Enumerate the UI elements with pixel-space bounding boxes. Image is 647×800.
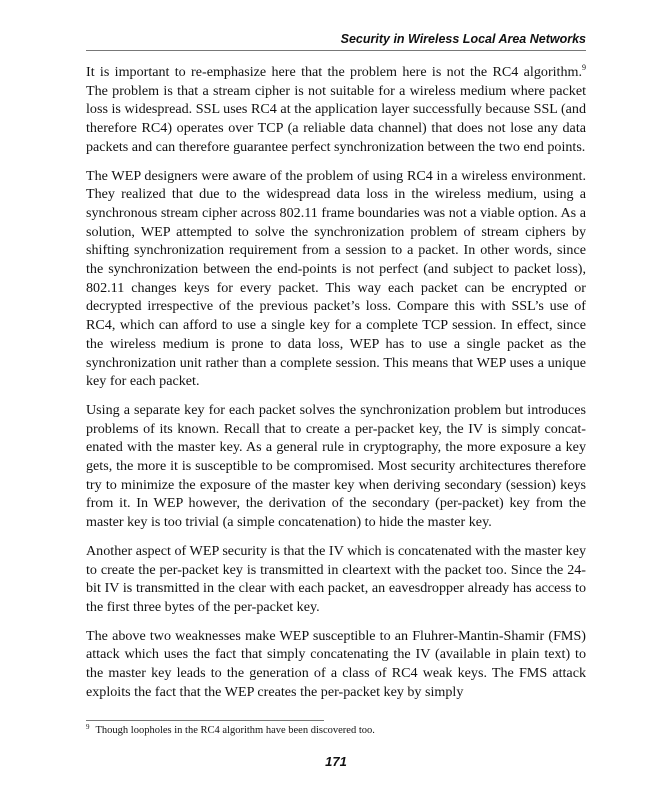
footnote-text: Though loopholes in the RC4 algorithm have been discovered too. [95, 725, 375, 736]
paragraph-2: The WEP designers were aware of the problem of using RC4 in a wireless environment. They realized that due to the widespread data loss in the wireless medium, using a synchronous stream cipher across 802.11 frame boundaries was not a viable option. As a solution, WEP attempted to solve the synchronization problem of stream ciphers by shifting synchronization requirement from a session to a packet. In other words, since the synchronization between the end-points is not perfect (and subject to packet loss), 802.11 changes keys for every packet. This way each packet can be encrypted or decrypted irrespective of the previous packet’s loss. Compare this with SSL’s use of RC4, which can afford to use a single key for a complete TCP session. In effect, since the wireless medium is prone to data loss, WEP has to use a single packet as the synchronization unit rather than a complete session. This means that WEP uses a unique key for each packet. [86, 167, 586, 390]
paragraph-1-text: It is important to re-emphasize here that the problem here is not the RC4 algorithm. [86, 64, 582, 80]
running-head-title: Security in Wireless Local Area Networks [340, 32, 586, 46]
paragraph-5: The above two weaknesses make WEP susceptible to an Fluhrer-Mantin-Shamir (FMS) attack which uses the fact that simply concatenating the IV (available in plain text) to the master key leads to the generation of a class of RC4 weak keys. The FMS attack exploits the fact that the WEP creates the per-packet key by simply [86, 627, 586, 700]
footnote [86, 724, 586, 738]
header-rule [86, 50, 586, 51]
paragraph-1 [86, 63, 586, 157]
paragraph-3: Using a separate key for each packet solves the synchronization problem but introduces problems of its known. Recall that to create a per-packet key, the IV is simply concatenated with the master key. As a general rule in cryptography, the more exposure a key gets, the more it is susceptible to be compromised. Most security architectures therefore try to minimize the exposure of the master key when deriving secondary (session) keys from it. In WEP however, the derivation of the secondary (per-packet) key from the master key is too trivial (a simple concatenation) to hide the master key. [86, 401, 586, 531]
footnote-rule [86, 720, 324, 721]
footnote-number: 9 [86, 723, 90, 731]
body-text [86, 63, 586, 702]
footnote-reference[interactable]: 9 [582, 63, 586, 72]
paragraph-4: Another aspect of WEP security is that the IV which is concatenated with the master key to create the per-packet key is transmitted in cleartext with the packet too. Since the 24-bit IV is transmitted in the clear with each packet, an eavesdropper already has access to the first three bytes of the per-packet key. [86, 542, 586, 615]
paragraph-1-text-continued: The problem is that a stream cipher is not suitable for a wireless medium where packet loss is widespread. SSL uses RC4 at the application layer successfully because SSL (and therefore RC4) operates over TCP (a reliable data channel) that does not lose any data packets and can therefore guarantee perfect synchronization between the two end points. [86, 82, 586, 155]
page-number: 171 [325, 754, 347, 769]
